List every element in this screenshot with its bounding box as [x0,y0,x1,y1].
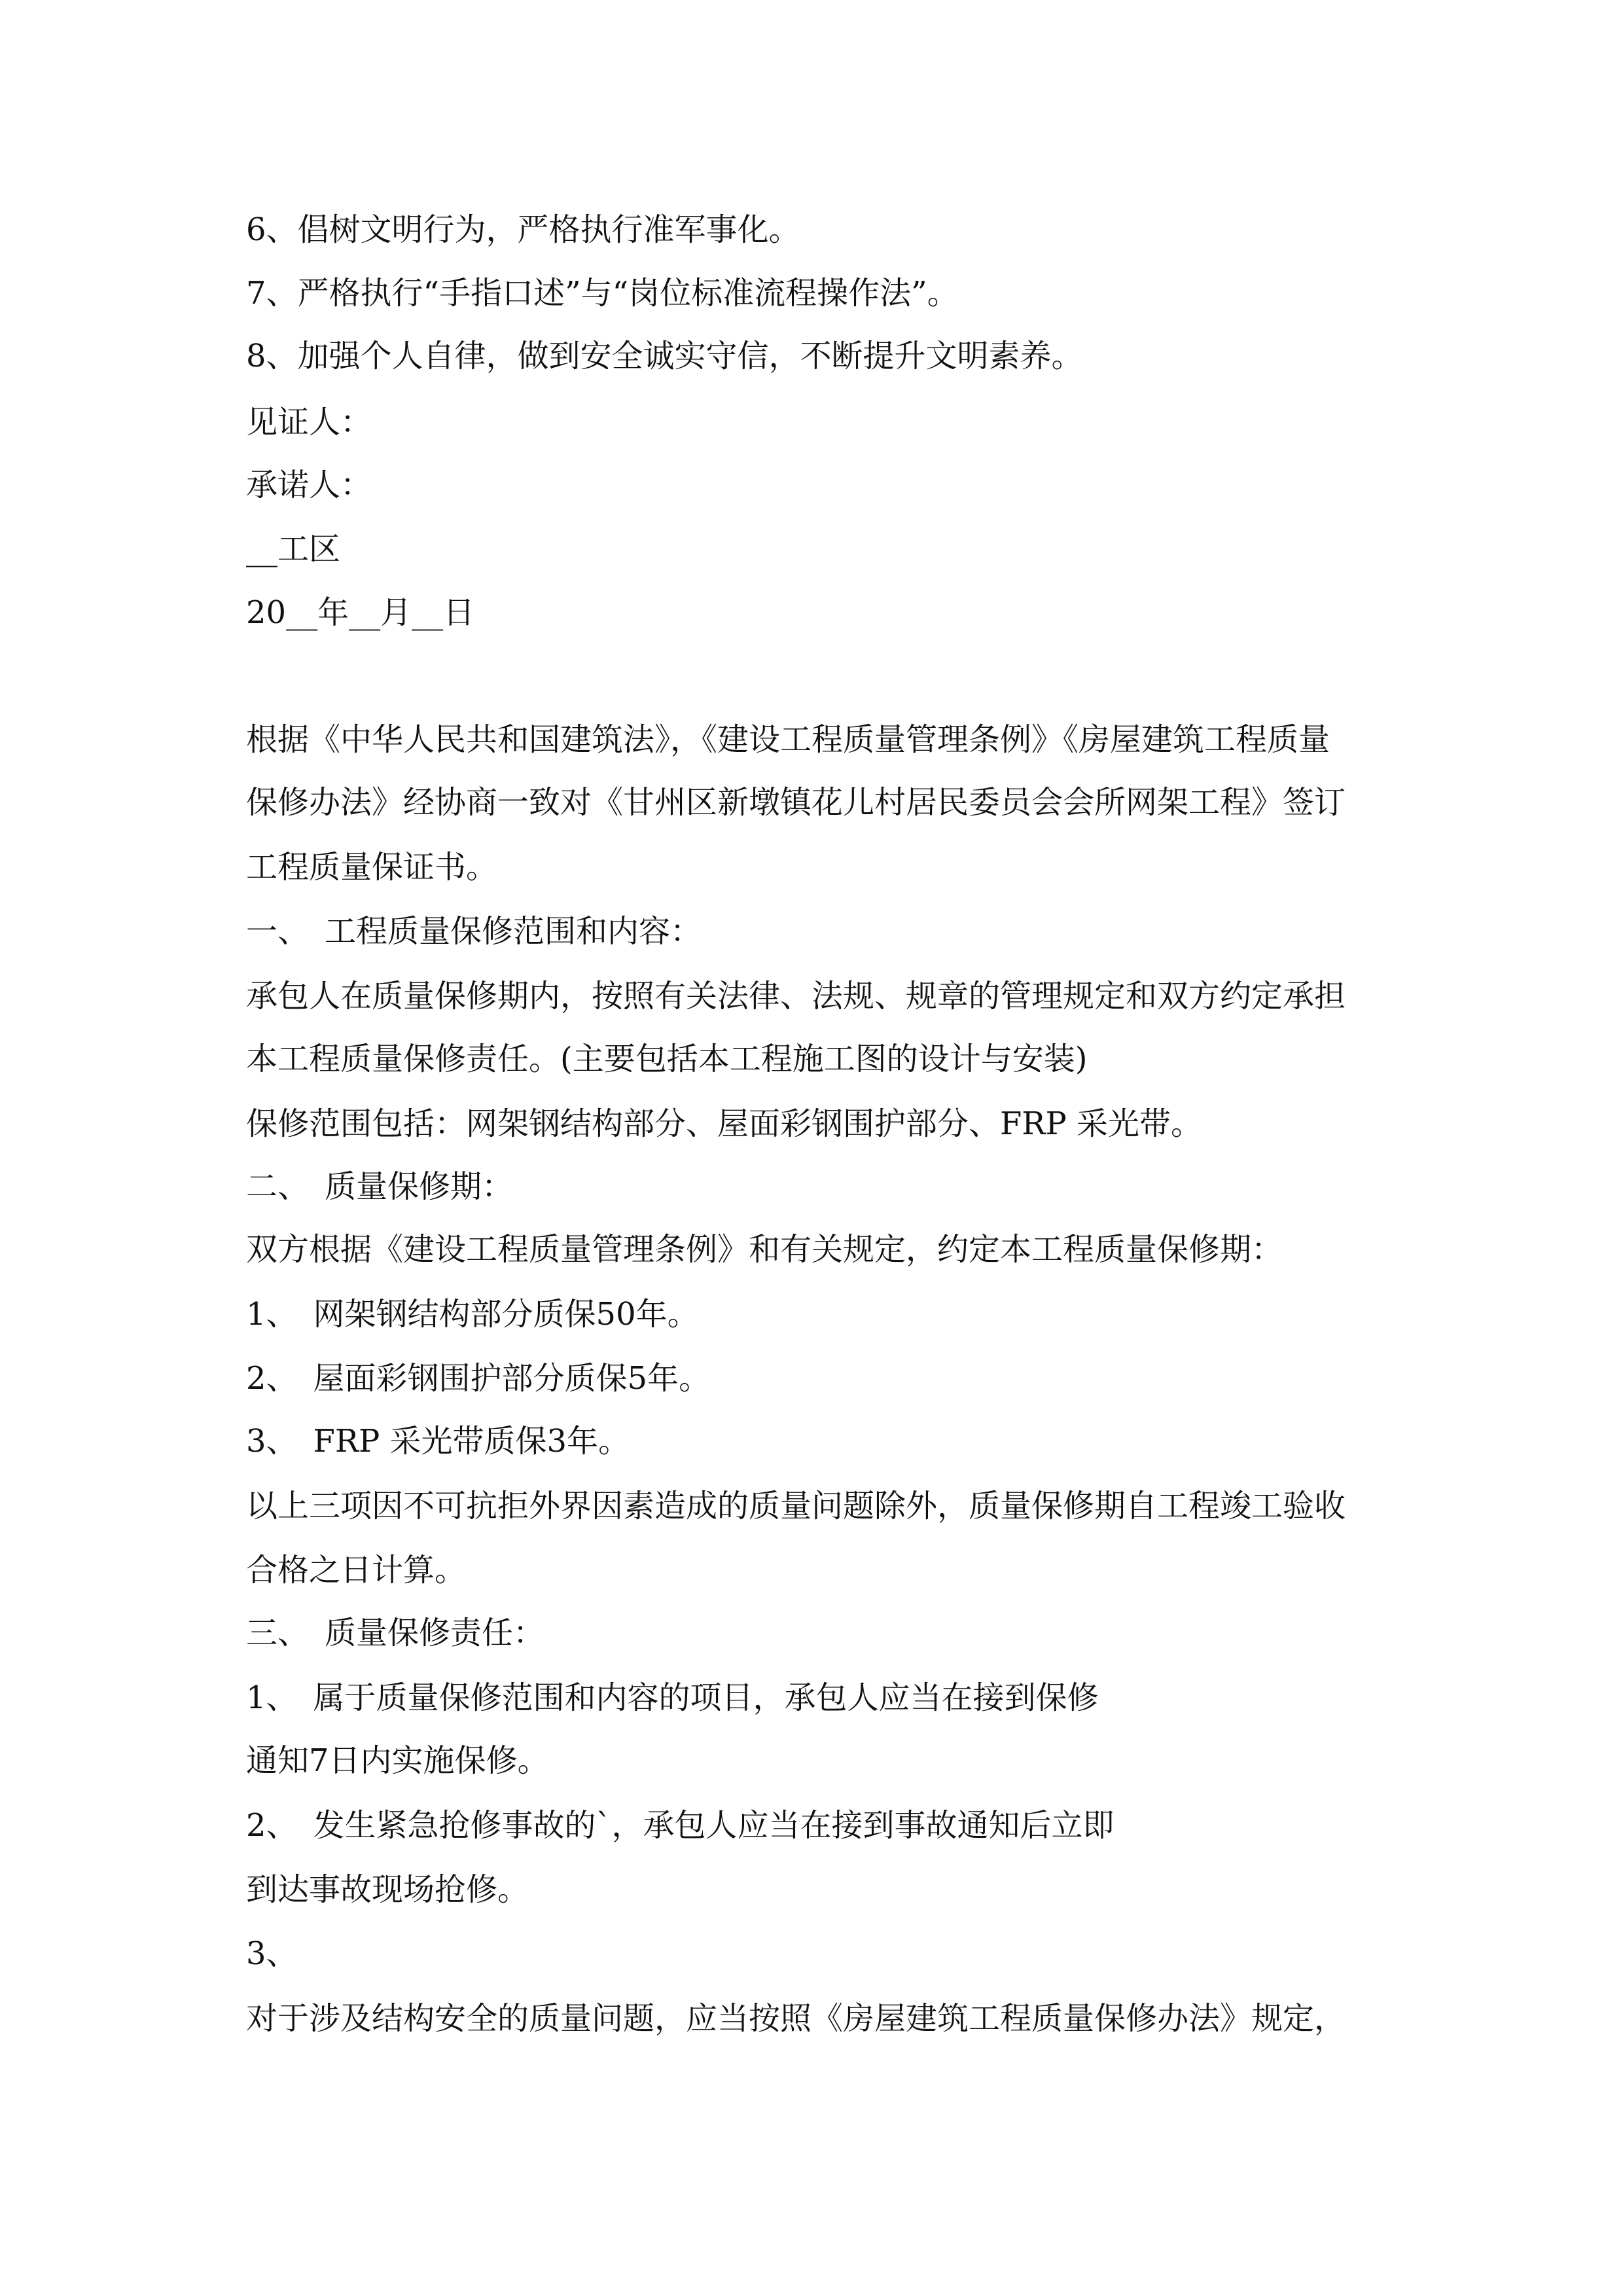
body-line: 对于涉及结构安全的质量问题，应当按照《房屋建筑工程质量保修办法》规定， [246,2000,1346,2037]
intro-line: 根据《中华人民共和国建筑法》，《建设工程质量管理条例》《房屋建筑工程质量 [246,721,1330,758]
commitment-item-6: 6、倡树文明行为，严格执行准军事化。 [246,211,800,248]
body-line: 到达事故现场抢修。 [246,1871,529,1908]
commitment-item-7: 7、严格执行“手指口述”与“岗位标准流程操作法”。 [246,275,959,312]
body-line: 以上三项因不可抗拒外界因素造成的质量问题除外，质量保修期自工程竣工验收 [246,1488,1346,1524]
list-item: 3、 [246,1935,298,1972]
body-line: 保修范围包括：网架钢结构部分、屋面彩钢围护部分、FRP 采光带。 [246,1105,1203,1142]
list-item: 1、 网架钢结构部分质保50年。 [246,1296,699,1333]
body-line: 本工程质量保修责任。(主要包括本工程施工图的设计与安装) [246,1041,1088,1077]
promisor-label: 承诺人： [246,467,372,503]
list-item: 2、 屋面彩钢围护部分质保5年。 [246,1360,711,1397]
list-item: 2、 发生紧急抢修事故的`，承包人应当在接到事故通知后立即 [246,1807,1115,1844]
commitment-item-8: 8、加强个人自律，做到安全诚实守信，不断提升文明素养。 [246,338,1083,374]
work-area-label: __工区 [246,531,341,567]
section-heading-scope: 一、 工程质量保修范围和内容： [246,913,702,950]
section-heading-responsibility: 三、 质量保修责任： [246,1615,545,1651]
intro-line: 工程质量保证书。 [246,849,498,886]
body-line: 承包人在质量保修期内，按照有关法律、法规、规章的管理规定和双方约定承担 [246,978,1346,1014]
date-line: 20__年__月__日 [246,594,475,631]
witness-label: 见证人： [246,404,372,440]
body-line: 通知7日内实施保修。 [246,1742,549,1779]
intro-line: 保修办法》经协商一致对《甘州区新墩镇花儿村居民委员会会所网架工程》签订 [246,784,1346,821]
list-item: 3、 FRP 采光带质保3年。 [246,1423,630,1460]
body-line: 合格之日计算。 [246,1552,467,1588]
list-item: 1、 属于质量保修范围和内容的项目，承包人应当在接到保修 [246,1679,1099,1716]
section-heading-period: 二、 质量保修期： [246,1168,514,1205]
body-line: 双方根据《建设工程质量管理条例》和有关规定，约定本工程质量保修期： [246,1231,1283,1268]
